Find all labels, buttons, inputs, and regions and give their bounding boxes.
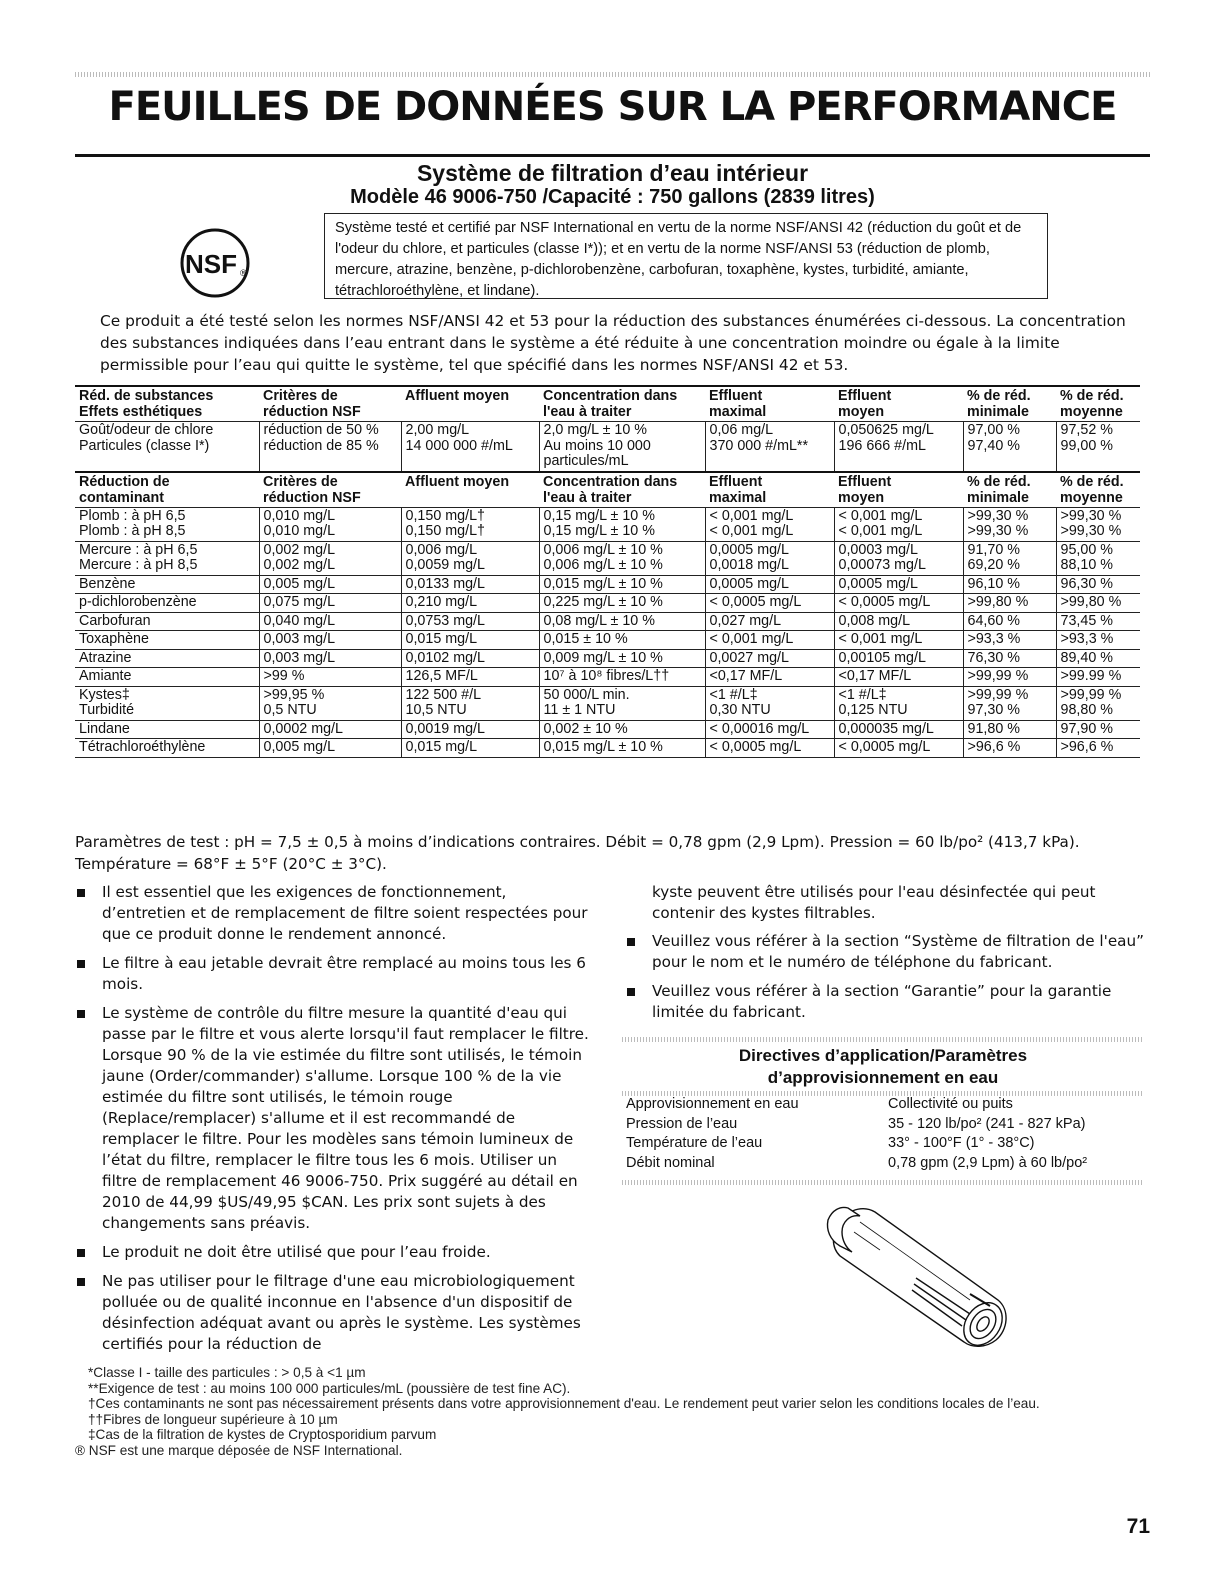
bullet-text: Le filtre à eau jetable devrait être remplacé au moins tous les 6 mois.: [102, 954, 586, 993]
table2-body: [75, 507, 1140, 757]
footnote: †Ces contaminants ne sont pas nécessairement présents dans votre approvisionnement d'eau. Le rendement peut varier selon les conditions locales de l’eau.: [88, 1396, 1040, 1411]
table-cell: 0,210 mg/L: [401, 594, 539, 613]
table-cell: >96,6 %: [963, 739, 1056, 758]
title-rule: [75, 154, 1150, 157]
table-cell: >99 %: [259, 668, 401, 687]
table-cell: Carbofuran: [75, 612, 259, 631]
intro-paragraph: Ce produit a été testé selon les normes NSF/ANSI 42 et 53 pour la réduction des substances énumérées ci-dessous. La concentration des substances indiquées dans l’eau entrant dans le système a été réduite à une concentration moindre ou égale à la limite permissible pour l’eau qui quitte le système, tel que spécifié dans les normes NSF/ANSI 42 et 53.: [100, 312, 1126, 374]
footnote: ‡Cas de la filtration de kystes de Cryptosporidium parvum: [88, 1427, 437, 1442]
table-row: [75, 720, 1140, 739]
table-cell: 2,00 mg/L 14 000 000 #/mL: [401, 422, 539, 472]
table-cell: 0,0005 mg/L 0,0018 mg/L: [705, 541, 834, 575]
table1-header-cell: % de réd. moyenne: [1056, 386, 1140, 422]
table-cell: < 0,0005 mg/L: [834, 594, 963, 613]
table-cell: Mercure : à pH 6,5 Mercure : à pH 8,5: [75, 541, 259, 575]
table-cell: >93,3 %: [963, 631, 1056, 650]
table-cell: >93,3 %: [1056, 631, 1140, 650]
model-capacity-line: Modèle 46 9006-750 /Capacité : 750 gallons (2839 litres): [350, 186, 875, 208]
table2-header-cell: % de réd. moyenne: [1056, 472, 1140, 508]
table2-header: [75, 472, 1140, 508]
table-cell: < 0,001 mg/L < 0,001 mg/L: [834, 507, 963, 541]
directive-label: Approvisionnement en eau: [626, 1096, 799, 1112]
directives-row: [622, 1134, 1144, 1154]
table2-header-cell: % de réd. minimale: [963, 472, 1056, 508]
table-cell: < 0,001 mg/L: [834, 631, 963, 650]
directives-top-rule: [622, 1037, 1144, 1042]
table-row: [75, 649, 1140, 668]
table-cell: 95,00 % 88,10 %: [1056, 541, 1140, 575]
bullet-square-icon: [627, 988, 635, 996]
table1-header-cell: % de réd. minimale: [963, 386, 1056, 422]
table-cell: 0,0003 mg/L 0,00073 mg/L: [834, 541, 963, 575]
table-cell: >96,6 %: [1056, 739, 1140, 758]
directives-row: [622, 1154, 1144, 1174]
bullet-square-icon: [77, 1278, 85, 1286]
svg-text:NSF: NSF: [185, 249, 237, 279]
table-cell: Tétrachloroéthylène: [75, 739, 259, 758]
bullet-square-icon: [77, 1249, 85, 1257]
table2-header-cell: Concentration dans l'eau à traiter: [539, 472, 705, 508]
bullet-item: [75, 1271, 590, 1355]
table-cell: < 0,0005 mg/L: [834, 739, 963, 758]
table-row: [75, 612, 1140, 631]
performance-table: [75, 385, 1140, 758]
table-cell: 0,0753 mg/L: [401, 612, 539, 631]
table-cell: 0,050625 mg/L 196 666 #/mL: [834, 422, 963, 472]
svg-text:®: ®: [240, 268, 247, 278]
table-cell: < 0,0005 mg/L: [705, 739, 834, 758]
directive-value: 35 - 120 lb/po² (241 - 827 kPa): [888, 1115, 1086, 1132]
table-cell: 0,0019 mg/L: [401, 720, 539, 739]
table-cell: <0,17 MF/L: [705, 668, 834, 687]
bullet-continuation: kyste peuvent être utilisés pour l'eau désinfectée qui peut contenir des kystes filtrables.: [652, 883, 1096, 922]
table-cell: 0,0002 mg/L: [259, 720, 401, 739]
table-cell: 91,70 % 69,20 %: [963, 541, 1056, 575]
table-row: [75, 575, 1140, 594]
table-cell: p-dichlorobenzène: [75, 594, 259, 613]
table1-body: [75, 422, 1140, 472]
table-row: [75, 668, 1140, 687]
table-cell: 0,075 mg/L: [259, 594, 401, 613]
table2-header-cell: Réduction de contaminant: [75, 472, 259, 508]
table-cell: >99,80 %: [963, 594, 1056, 613]
table-cell: Atrazine: [75, 649, 259, 668]
table-cell: >99,80 %: [1056, 594, 1140, 613]
table-cell: 126,5 MF/L: [401, 668, 539, 687]
table2-header-cell: Effluent moyen: [834, 472, 963, 508]
filter-cartridge-illustration: [820, 1198, 1020, 1358]
directives-title-line2: d’approvisionnement en eau: [767, 1068, 999, 1087]
bullet-text: Le produit ne doit être utilisé que pour l’eau froide.: [102, 1243, 491, 1261]
table-cell: 50 000/L min. 11 ± 1 NTU: [539, 686, 705, 720]
table-cell: <0,17 MF/L: [834, 668, 963, 687]
table-cell: 0,000035 mg/L: [834, 720, 963, 739]
table-row: [75, 507, 1140, 541]
bullets-left: [75, 882, 590, 1363]
table-cell: >99,30 % >99,30 %: [963, 507, 1056, 541]
directives-bottom-rule: [622, 1180, 1144, 1185]
top-hatch-rule: [75, 72, 1150, 77]
table-cell: 0,15 mg/L ± 10 % 0,15 mg/L ± 10 %: [539, 507, 705, 541]
table-cell: Toxaphène: [75, 631, 259, 650]
table-cell: <1 #/L‡ 0,125 NTU: [834, 686, 963, 720]
table-cell: 0,0102 mg/L: [401, 649, 539, 668]
table-cell: 0,150 mg/L† 0,150 mg/L†: [401, 507, 539, 541]
table-cell: 0,015 mg/L ± 10 %: [539, 739, 705, 758]
table1-header-cell: Effluent maximal: [705, 386, 834, 422]
table-cell: 0,0027 mg/L: [705, 649, 834, 668]
bullet-text: Veuillez vous référer à la section “Système de filtration de l'eau” pour le nom et le numéro de téléphone du fabricant.: [652, 932, 1144, 971]
table1-header-cell: Critères de réduction NSF: [259, 386, 401, 422]
table-cell: Benzène: [75, 575, 259, 594]
bullet-item: [75, 1242, 590, 1263]
table-cell: 0,005 mg/L: [259, 739, 401, 758]
table-cell: <1 #/L‡ 0,30 NTU: [705, 686, 834, 720]
nsf-logo: [173, 228, 257, 298]
table-cell: 0,040 mg/L: [259, 612, 401, 631]
table-cell: 97,52 % 99,00 %: [1056, 422, 1140, 472]
directives-row: [622, 1115, 1144, 1135]
footnote: ® NSF est une marque déposée de NSF International.: [75, 1442, 403, 1458]
table-cell: 0,0133 mg/L: [401, 575, 539, 594]
table-cell: 122 500 #/L 10,5 NTU: [401, 686, 539, 720]
table-cell: >99,99 % 97,30 %: [963, 686, 1056, 720]
table-cell: >99,95 % 0,5 NTU: [259, 686, 401, 720]
table-cell: 0,009 mg/L ± 10 %: [539, 649, 705, 668]
table-cell: 0,00105 mg/L: [834, 649, 963, 668]
table-cell: Goût/odeur de chlore Particules (classe I*): [75, 422, 259, 472]
table-row: [75, 739, 1140, 758]
table-cell: 0,015 mg/L: [401, 631, 539, 650]
bullet-text: Il est essentiel que les exigences de fonctionnement, d’entretien et de remplacement de filtre soient respectées pour que ce produit donne le rendement annoncé.: [102, 883, 588, 943]
table-cell: 0,015 mg/L: [401, 739, 539, 758]
footnotes: [75, 1365, 1148, 1458]
table-cell: >99.99 %: [1056, 668, 1140, 687]
table2-header-cell: Effluent maximal: [705, 472, 834, 508]
directive-value: 33° - 100°F (1° - 38°C): [888, 1135, 1035, 1151]
table1-header: [75, 386, 1140, 422]
table-cell: 91,80 %: [963, 720, 1056, 739]
bullet-square-icon: [77, 960, 85, 968]
directive-value: 0,78 gpm (2,9 Lpm) à 60 lb/po²: [888, 1154, 1088, 1171]
directives-title-line1: Directives d’application/Paramètres: [738, 1046, 1028, 1065]
table-cell: 0,006 mg/L ± 10 % 0,006 mg/L ± 10 %: [539, 541, 705, 575]
directives-title: [622, 1045, 1144, 1089]
page-number: 71: [1126, 1515, 1150, 1538]
table-cell: < 0,001 mg/L: [705, 631, 834, 650]
bullet-item: [75, 1003, 590, 1234]
table-cell: 97,00 % 97,40 %: [963, 422, 1056, 472]
footnote: *Classe I - taille des particules : > 0,5 à <1 µm: [88, 1365, 366, 1380]
table-cell: 0,027 mg/L: [705, 612, 834, 631]
table-cell: 2,0 mg/L ± 10 % Au moins 10 000 particules/mL: [539, 422, 705, 472]
table-cell: 0,002 ± 10 %: [539, 720, 705, 739]
table1-header-cell: Effluent moyen: [834, 386, 963, 422]
system-title: Système de filtration d’eau intérieur: [416, 160, 809, 186]
table-cell: 96,10 %: [963, 575, 1056, 594]
directives-row: [622, 1095, 1144, 1115]
table-cell: 0,002 mg/L 0,002 mg/L: [259, 541, 401, 575]
bullet-text: Veuillez vous référer à la section “Garantie” pour la garantie limitée du fabricant.: [652, 982, 1112, 1021]
directive-value: Collectivité ou puits: [888, 1096, 1013, 1112]
table-cell: Kystes‡ Turbidité: [75, 686, 259, 720]
bullet-item: [625, 981, 1150, 1023]
table-cell: 0,0005 mg/L: [834, 575, 963, 594]
table-cell: >99,99 %: [963, 668, 1056, 687]
table-cell: 10⁷ à 10⁸ fibres/L††: [539, 668, 705, 687]
table1-header-cell: Réd. de substances Effets esthétiques: [75, 386, 259, 422]
table2-header-cell: Critères de réduction NSF: [259, 472, 401, 508]
bullet-text: Ne pas utiliser pour le filtrage d'une eau microbiologiquement polluée ou de qualité inconnue en l'absence d'un dispositif de désinfection adéquat avant ou après le système. Les systèmes certifiés pour la réduction de: [102, 1272, 581, 1353]
table-cell: 64,60 %: [963, 612, 1056, 631]
table1-header-cell: Affluent moyen: [401, 386, 539, 422]
table-cell: 97,90 %: [1056, 720, 1140, 739]
table-cell: 0,003 mg/L: [259, 631, 401, 650]
directive-label: Température de l’eau: [626, 1135, 763, 1151]
bullet-text: Le système de contrôle du filtre mesure la quantité d'eau qui passe par le filtre et vous alerte lorsqu'il faut remplacer le filtre. Lorsque 90 % de la vie estimée du filtre sont utilisés, le témoin jaune (Order/commander) s'allume. Lorsque 100 % de la vie estimée du filtre sont utilisés, le témoin rouge (Replace/remplacer) s'allume et il est recommandé de remplacer le filtre. Pour les modèles sans témoin lumineux de l’état du filtre, remplacer le filtre tous les 6 mois. Utiliser un filtre de remplacement 46 9006-750. Prix suggéré au détail en 2010 de 44,99 $US/49,95 $CAN. Les prix sont sujets à des changements sans préavis.: [102, 1004, 589, 1232]
table-cell: 76,30 %: [963, 649, 1056, 668]
table-row: [75, 631, 1140, 650]
table-cell: 0,005 mg/L: [259, 575, 401, 594]
table-row: [75, 686, 1140, 720]
certification-box: Système testé et certifié par NSF International en vertu de la norme NSF/ANSI 42 (réduction du goût et de l'odeur du chlore, et particules (classe I*)); et en vertu de la norme NSF/ANSI 53 (réduction de plomb, mercure, atrazine, benzène, p-dichlorobenzène, carbofuran, toxaphène, kystes, turbidité, amiante, tétrachloroéthylène, et lindane).: [324, 213, 1048, 299]
table-cell: 73,45 %: [1056, 612, 1140, 631]
table-cell: 96,30 %: [1056, 575, 1140, 594]
table-cell: < 0,00016 mg/L: [705, 720, 834, 739]
bullet-square-icon: [627, 938, 635, 946]
table-cell: < 0,0005 mg/L: [705, 594, 834, 613]
table-cell: 0,010 mg/L 0,010 mg/L: [259, 507, 401, 541]
table-cell: Plomb : à pH 6,5 Plomb : à pH 8,5: [75, 507, 259, 541]
table-row: [75, 594, 1140, 613]
table-cell: 0,06 mg/L 370 000 #/mL**: [705, 422, 834, 472]
bullet-item: [75, 882, 590, 945]
bullet-item: [625, 931, 1150, 973]
test-parameters: Paramètres de test : pH = 7,5 ± 0,5 à moins d’indications contraires. Débit = 0,78 gpm (2,9 Lpm). Pression = 60 lb/po² (413,7 kPa). Température = 68°F ± 5°F (20°C ± 3°C).: [75, 833, 1080, 873]
table-cell: Lindane: [75, 720, 259, 739]
table-cell: 0,006 mg/L 0,0059 mg/L: [401, 541, 539, 575]
table-cell: 0,0005 mg/L: [705, 575, 834, 594]
table-cell: < 0,001 mg/L < 0,001 mg/L: [705, 507, 834, 541]
table-cell: Amiante: [75, 668, 259, 687]
table-cell: >99,30 % >99,30 %: [1056, 507, 1140, 541]
table-cell: 0,015 ± 10 %: [539, 631, 705, 650]
bullet-square-icon: [77, 889, 85, 897]
bullet-item: [75, 953, 590, 995]
table-cell: 0,003 mg/L: [259, 649, 401, 668]
footnote: **Exigence de test : au moins 100 000 particules/mL (poussière de test fine AC).: [88, 1380, 571, 1396]
page-title: FEUILLES DE DONNÉES SUR LA PERFORMANCE: [108, 84, 1117, 130]
table-row: [75, 422, 1140, 472]
table-cell: 89,40 %: [1056, 649, 1140, 668]
table1-header-cell: Concentration dans l'eau à traiter: [539, 386, 705, 422]
table2-header-cell: Affluent moyen: [401, 472, 539, 508]
table-cell: 0,08 mg/L ± 10 %: [539, 612, 705, 631]
table-row: [75, 541, 1140, 575]
directives-table: [622, 1095, 1144, 1173]
directive-label: Débit nominal: [626, 1154, 715, 1171]
footnote: ††Fibres de longueur supérieure à 10 µm: [88, 1411, 338, 1427]
table-cell: 0,015 mg/L ± 10 %: [539, 575, 705, 594]
bullets-right: [625, 931, 1150, 1031]
table-cell: >99,99 % 98,80 %: [1056, 686, 1140, 720]
table-cell: 0,225 mg/L ± 10 %: [539, 594, 705, 613]
table-cell: 0,008 mg/L: [834, 612, 963, 631]
directive-label: Pression de l’eau: [626, 1115, 738, 1132]
table-cell: réduction de 50 % réduction de 85 %: [259, 422, 401, 472]
bullet-square-icon: [77, 1010, 85, 1018]
